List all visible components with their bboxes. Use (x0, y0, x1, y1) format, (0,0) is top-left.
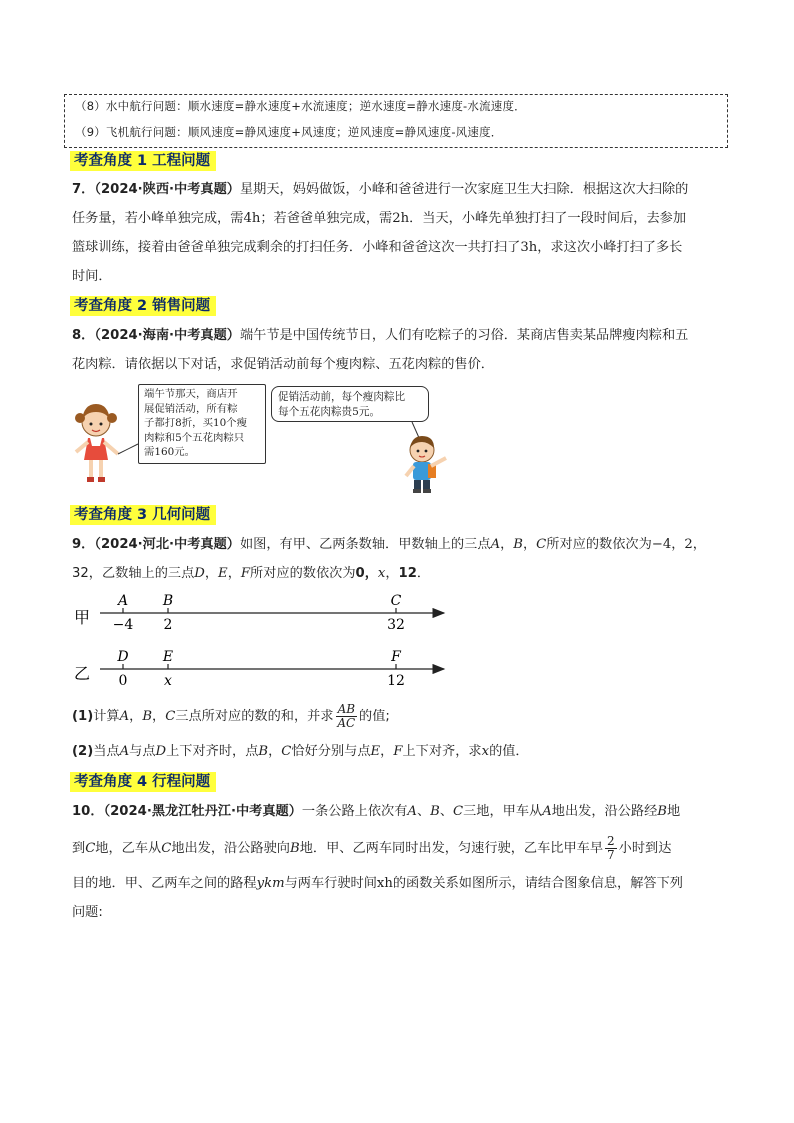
section-heading-3: 考查角度 3 几何问题 (70, 505, 216, 525)
speech-bubble-right: 促销活动前，每个瘦肉粽比 每个五花肉粽贵5元。 (271, 386, 429, 422)
number-lines-figure (66, 588, 456, 694)
q9-line-2: 32，乙数轴上的三点D，E，F所对应的数依次为0，x，12． (72, 566, 431, 581)
section-heading-2: 考查角度 2 销售问题 (70, 296, 216, 316)
point-value-E: x (164, 673, 172, 689)
point-label-A: A (117, 593, 129, 609)
q10-line-4: 问题: (72, 905, 103, 920)
boy-illustration (398, 420, 456, 496)
point-label-D: D (117, 649, 129, 665)
point-value-F: 12 (387, 673, 405, 689)
q10-line-2: 到C地，乙车从C地出发，沿公路驶向B地．甲、乙两车同时出发，匀速行驶，乙车比甲车早 $\frac{2}{7}$ 小时到达 (72, 833, 672, 862)
fraction-2-7: $\frac{2}{7}$ (607, 833, 615, 862)
point-value-C: 32 (387, 617, 405, 633)
axis-jia-label: 甲 (74, 608, 91, 627)
point-label-B: B (162, 593, 174, 609)
point-value-B: 2 (163, 617, 173, 633)
point-label-F: F (391, 649, 401, 665)
box-line-8: （8）水中航行问题：顺水速度=静水速度+水流速度；逆水速度=静水速度-水流速度． (75, 99, 526, 113)
q7-line-1: 7．（2024·陕西·中考真题）星期天，妈妈做饭，小峰和爸爸进行一次家庭卫生大扫除．根据这次大扫除的 (72, 182, 689, 197)
q7-line-4: 时间． (72, 269, 112, 284)
q9-sub-2: (2)当点A与点D上下对齐时，点B，C恰好分别与点E，F上下对齐，求x的值． (72, 744, 529, 759)
point-label-E: E (162, 649, 174, 665)
q8-line-1: 8．（2024·海南·中考真题）端午节是中国传统节日，人们有吃粽子的习俗．某商店售卖某品牌瘦肉粽和五 (72, 328, 689, 343)
q8-line-2: 花肉粽．请依据以下对话，求促销活动前每个瘦肉粽、五花肉粽的售价． (72, 357, 494, 372)
q9-sub-1: (1)计算A，B，C三点所对应的数的和，并求 $\frac{AB}{AC}$ 的值; (72, 701, 390, 730)
q10-line-3: 目的地．甲、乙两车之间的路程ykm与两车行驶时间xh的函数关系如图所示，请结合图象信息，解答下列 (72, 876, 683, 891)
formula-box (64, 94, 728, 148)
box-line-9: （9）飞机航行问题：顺风速度=静风速度+风速度；逆风速度=静风速度-风速度． (75, 125, 503, 139)
q10-line-1: 10．（2024·黑龙江牡丹江·中考真题）一条公路上依次有A、B、C三地，甲车从A地出发，沿公路经B地 (72, 804, 681, 819)
section-heading-1: 考查角度 1 工程问题 (70, 151, 216, 171)
point-value-A: −4 (112, 617, 134, 633)
q7-line-3: 篮球训练，接着由爸爸单独完成剩余的打扫任务．小峰和爸爸这次一共打扫了3h，求这次小峰打扫了多长 (72, 240, 683, 255)
point-value-D: 0 (118, 673, 128, 689)
point-label-C: C (390, 593, 402, 609)
q7-line-2: 任务量，若小峰单独完成，需4h；若爸爸单独完成，需2h．当天，小峰先单独打扫了一段时间后，去参加 (72, 211, 687, 226)
section-heading-4: 考查角度 4 行程问题 (70, 772, 216, 792)
q9-line-1: 9．（2024·河北·中考真题）如图，有甲、乙两条数轴．甲数轴上的三点A，B，C所对应的数依次为−4，2， (72, 537, 706, 552)
fraction-ab-ac: $\frac{AB}{AC}$ (337, 701, 356, 730)
axis-yi-label: 乙 (74, 664, 91, 683)
speech-bubble-left: 端午节那天，商店开 展促销活动，所有粽 子都打8折，买10个瘦 肉粽和5个五花肉粽只 需160元。 (138, 384, 266, 464)
